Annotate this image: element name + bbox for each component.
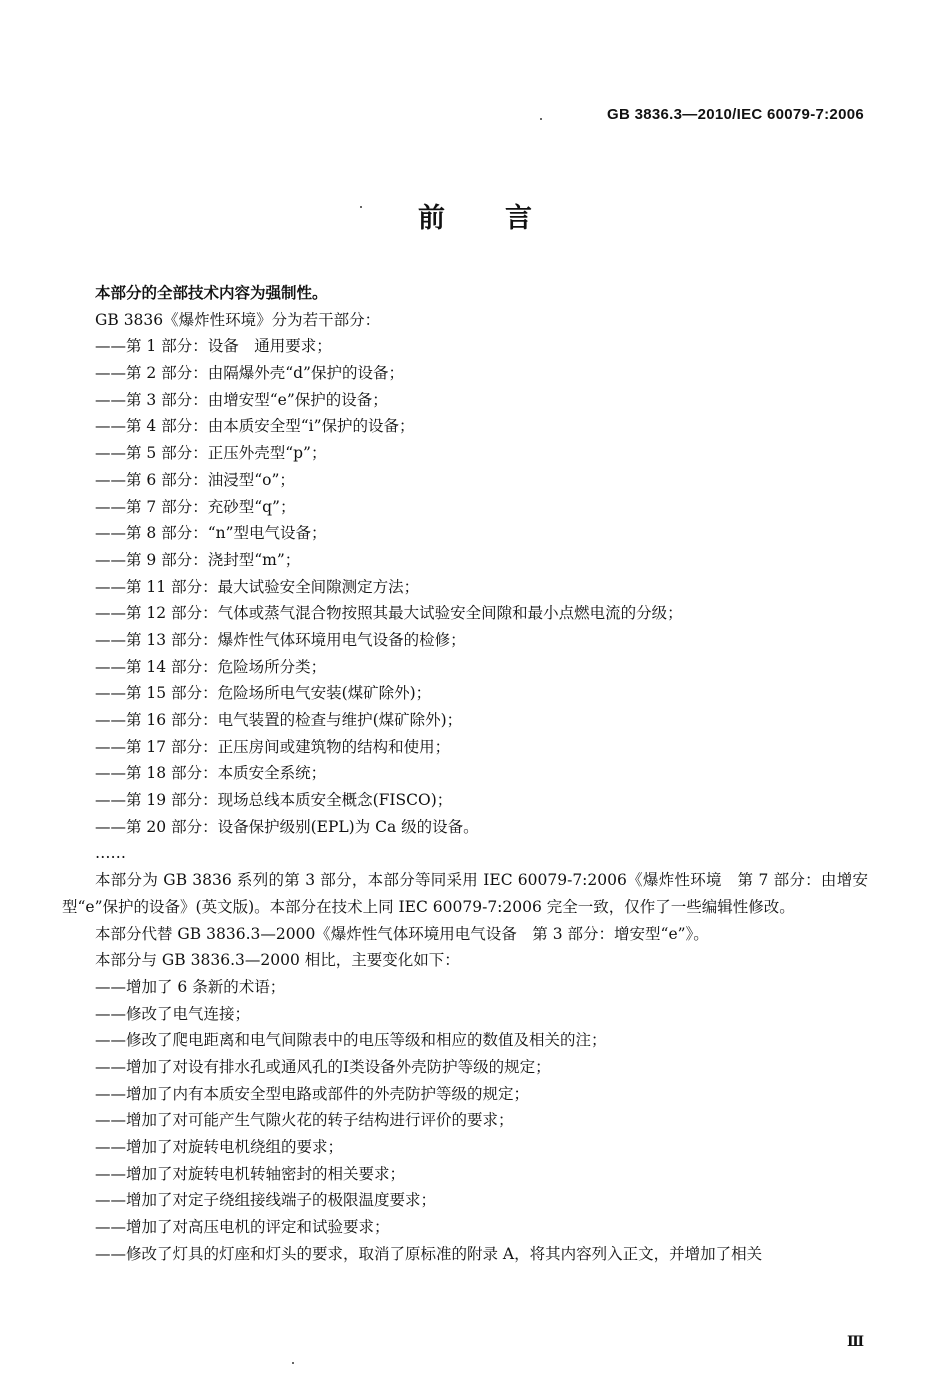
list-item: ——第 5 部分：正压外壳型“p”；	[95, 444, 327, 463]
page-number: Ⅲ	[846, 1334, 864, 1350]
list-item: ——增加了内有本质安全型电路或部件的外壳防护等级的规定；	[95, 1084, 530, 1103]
list-item: ——第 17 部分：正压房间或建筑物的结构和使用；	[95, 737, 451, 756]
list-item: ——第 2 部分：由隔爆外壳“d”保护的设备；	[95, 364, 404, 383]
mandatory-statement: 本部分的全部技术内容为强制性。	[95, 283, 328, 302]
list-item: ——第 4 部分：由本质安全型“i”保护的设备；	[95, 417, 415, 436]
list-item: ——第 6 部分：油浸型“o”；	[95, 470, 295, 489]
list-item: ——第 16 部分：电气装置的检查与维护(煤矿除外)；	[95, 711, 463, 729]
list-item: ——第 9 部分：浇封型“m”；	[95, 550, 301, 569]
list-item: ——修改了灯具的灯座和灯头的要求，取消了原标准的附录 A，将其内容列入正文，并增加了相关	[95, 1244, 763, 1263]
list-item: ——第 20 部分：设备保护级别(EPL)为 Ca 级的设备。	[95, 817, 479, 836]
list-item: ——第 13 部分：爆炸性气体环境用电气设备的检修；	[95, 630, 466, 649]
paragraph-replaces: 本部分代替 GB 3836.3—2000《爆炸性气体环境用电气设备 第 3 部分：增安型“e”》。	[95, 924, 709, 943]
changes-list	[62, 974, 868, 1268]
list-item: ——增加了对设有排水孔或通风孔的Ⅰ类设备外壳防护等级的规定；	[95, 1057, 551, 1076]
parts-list	[62, 333, 868, 867]
paragraph-adoption: 本部分为 GB 3836 系列的第 3 部分，本部分等同采用 IEC 60079-7:2006《爆炸性环境 第 7 部分：由增安型“e”保护的设备》(英文版)。本部分在技术上同 IEC 60079-7:2006 完全一致，仅作了一些编辑性修改。	[62, 871, 868, 916]
list-item: ——第 15 部分：危险场所电气安装(煤矿除外)；	[95, 684, 432, 703]
list-item: ——增加了对旋转电机绕组的要求；	[95, 1138, 344, 1157]
list-item: ——第 19 部分：现场总线本质安全概念(FISCO)；	[95, 791, 453, 810]
list-item: ——增加了对高压电机的评定和试验要求；	[95, 1218, 390, 1237]
paragraph-changes-intro: 本部分与 GB 3836.3—2000 相比，主要变化如下：	[95, 951, 460, 970]
list-ellipsis: ……	[95, 844, 126, 863]
list-item: ——第 1 部分：设备 通用要求；	[95, 337, 332, 356]
list-item: ——第 8 部分：“n”型电气设备；	[95, 524, 327, 543]
standard-code: GB 3836.3—2010/IEC 60079-7:2006	[607, 106, 864, 123]
list-item: ——第 12 部分：气体或蒸气混合物按照其最大试验安全间隙和最小点燃电流的分级；	[95, 604, 683, 623]
list-item: ——第 7 部分：充砂型“q”；	[95, 497, 296, 516]
list-item: ——修改了爬电距离和电气间隙表中的电压等级和相应的数值及相关的注；	[95, 1031, 607, 1050]
scan-speck	[292, 1362, 294, 1364]
list-item: ——第 14 部分：危险场所分类；	[95, 657, 327, 676]
list-item: ——第 11 部分：最大试验安全间隙测定方法；	[95, 577, 420, 596]
list-item: ——第 3 部分：由增安型“e”保护的设备；	[95, 390, 388, 409]
list-item: ——修改了电气连接；	[95, 1004, 251, 1023]
list-item: ——第 18 部分：本质安全系统；	[95, 764, 327, 783]
document-body	[62, 280, 868, 1267]
list-item: ——增加了对可能产生气隙火花的转子结构进行评价的要求；	[95, 1111, 514, 1130]
series-intro: GB 3836《爆炸性环境》分为若干部分：	[95, 310, 381, 329]
scan-speck	[360, 206, 362, 208]
page-title: 前言	[418, 203, 592, 234]
list-item: ——增加了对定子绕组接线端子的极限温度要求；	[95, 1191, 437, 1210]
list-item: ——增加了 6 条新的术语；	[95, 977, 286, 996]
scan-speck	[540, 118, 542, 120]
list-item: ——增加了对旋转电机转轴密封的相关要求；	[95, 1164, 406, 1183]
